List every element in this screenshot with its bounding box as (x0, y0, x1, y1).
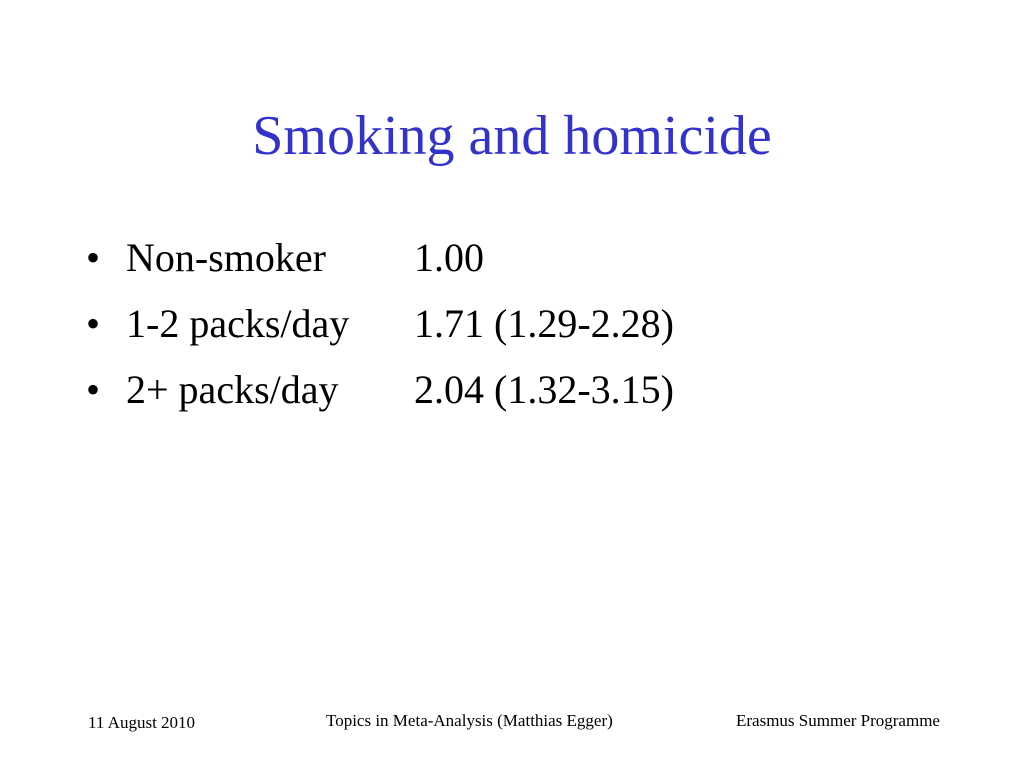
bullet-label: 1-2 packs/day (126, 301, 350, 346)
footer-programme: Erasmus Summer Programme (736, 711, 940, 730)
bullet-dot-icon: • (86, 235, 101, 280)
footer-date: 11 August 2010 (88, 713, 196, 732)
slide-title: Smoking and homicide (252, 105, 772, 167)
bullet-value: 1.00 (414, 235, 484, 280)
footer-course-title: Topics in Meta-Analysis (Matthias Egger) (326, 711, 613, 730)
bullet-item-non-smoker (86, 232, 966, 298)
bullet-item-2-plus-packs (86, 364, 966, 430)
bullet-list (86, 232, 966, 430)
bullet-value: 2.04 (1.32-3.15) (414, 367, 674, 412)
bullet-value: 1.71 (1.29-2.28) (414, 301, 674, 346)
bullet-label: Non-smoker (126, 235, 326, 280)
bullet-dot-icon: • (86, 301, 101, 346)
bullet-dot-icon: • (86, 367, 101, 412)
bullet-item-1-2-packs (86, 298, 966, 364)
bullet-label: 2+ packs/day (126, 367, 339, 412)
